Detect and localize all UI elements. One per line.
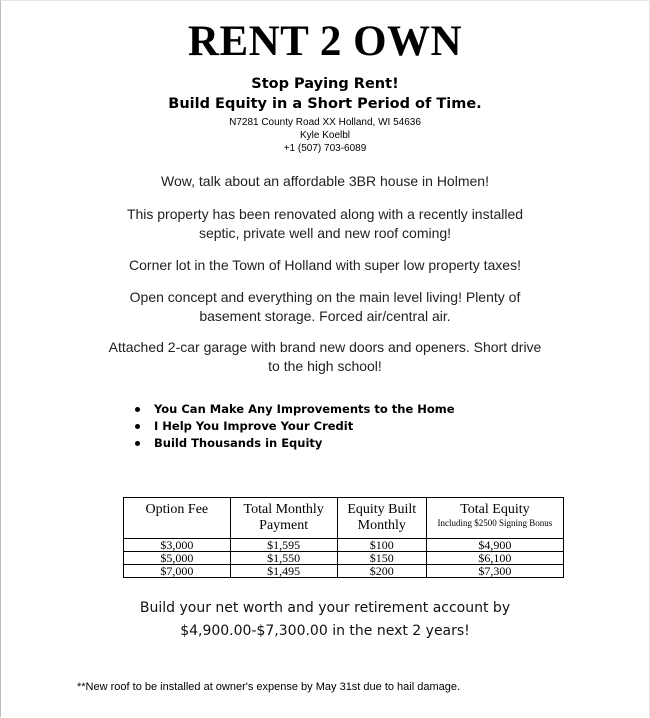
closing-line-1: Build your net worth and your retirement account by [139, 600, 511, 616]
header-equity-monthly: Equity Built Monthly [337, 498, 426, 539]
table-cell: $4,900 [426, 539, 563, 552]
table-cell: $1,495 [230, 565, 337, 578]
table-cell: $150 [337, 552, 426, 565]
footnote: **New roof to be installed at owner's expense by May 31st due to hail damage. [77, 681, 461, 693]
table-row [124, 539, 564, 552]
table-cell: $100 [337, 539, 426, 552]
benefit-item: Build Thousands in Equity [133, 435, 455, 452]
header-total-monthly: Total Monthly Payment [230, 498, 337, 539]
table-cell: $3,000 [124, 539, 231, 552]
description-paragraph: Wow, talk about an affordable 3BR house in Holmen! [161, 173, 489, 189]
table-row [124, 565, 564, 578]
contact-name: Kyle Koelbl [299, 130, 351, 141]
table-cell: $200 [337, 565, 426, 578]
benefit-item: I Help You Improve Your Credit [133, 418, 455, 435]
table-cell: $5,000 [124, 552, 231, 565]
contact-address: N7281 County Road XX Holland, WI 54636 [229, 117, 421, 128]
tagline-stop-paying-rent: Stop Paying Rent! [251, 76, 399, 92]
header-total-equity-label: Total Equity [460, 502, 530, 517]
description-paragraph: This property has been renovated along with a recently installed septic, private well and new roof coming! [126, 206, 524, 241]
description-paragraph: Open concept and everything on the main level living! Plenty of basement storage. Forced air/central air. [129, 289, 521, 324]
benefits-list [133, 401, 455, 452]
equity-table [123, 497, 564, 578]
contact-phone: +1 (507) 703-6089 [283, 143, 367, 154]
table-cell: $6,100 [426, 552, 563, 565]
header-option-fee: Option Fee [124, 498, 231, 539]
table-cell: $1,550 [230, 552, 337, 565]
description-paragraph: Corner lot in the Town of Holland with super low property taxes! [129, 257, 521, 273]
closing-line-2: $4,900.00-$7,300.00 in the next 2 years! [180, 623, 470, 639]
flyer-title: RENT 2 OWN [187, 18, 463, 65]
table-cell: $7,000 [124, 565, 231, 578]
table-cell: $1,595 [230, 539, 337, 552]
table-header-row [124, 498, 564, 539]
header-total-equity [426, 498, 563, 539]
header-total-equity-note: Including $2500 Signing Bonus [437, 518, 553, 528]
table-row [124, 552, 564, 565]
table-cell: $7,300 [426, 565, 563, 578]
benefit-item: You Can Make Any Improvements to the Home [133, 401, 455, 418]
description-paragraph: Attached 2-car garage with brand new doors and openers. Short drive to the high school! [108, 339, 542, 374]
tagline-build-equity: Build Equity in a Short Period of Time. [168, 96, 482, 112]
